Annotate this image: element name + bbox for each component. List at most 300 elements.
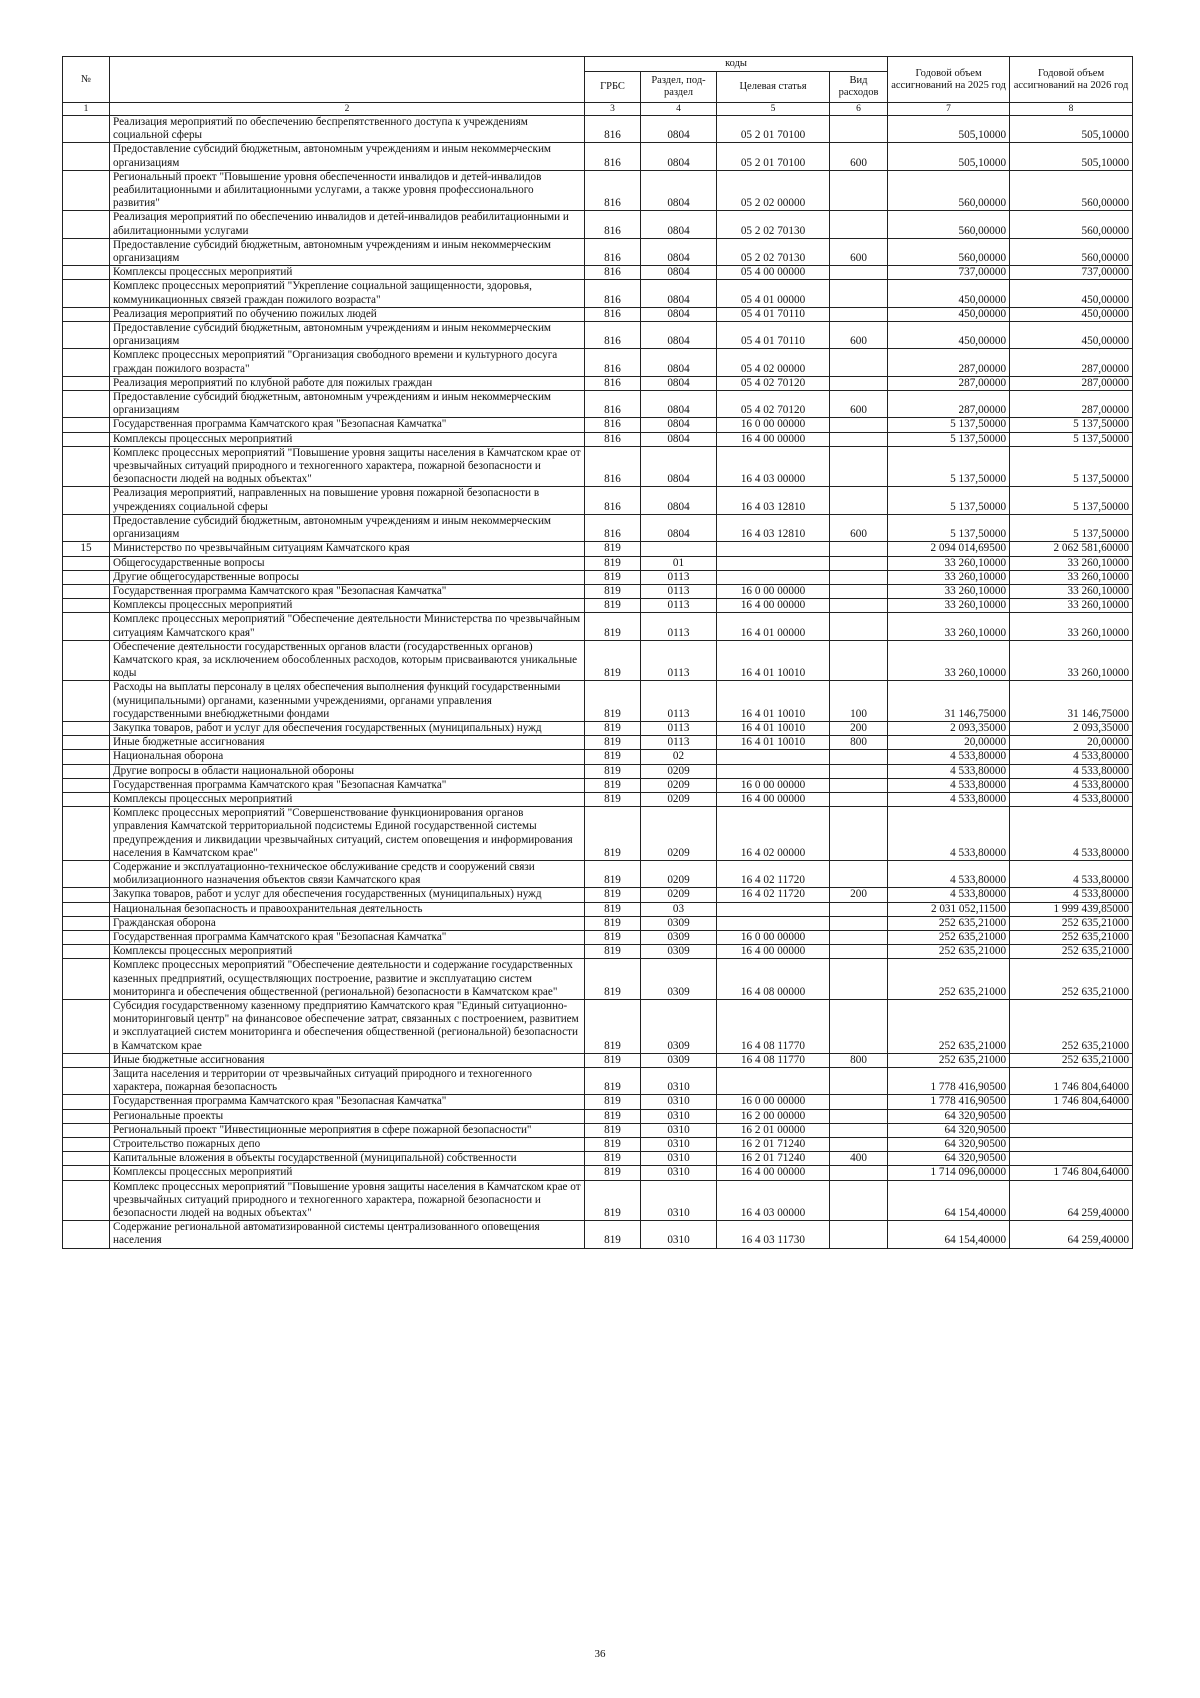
row-vid: 800 [830, 736, 888, 750]
row-target: 16 4 01 10010 [717, 640, 830, 681]
row-amount-2025: 1 778 416,90500 [888, 1095, 1010, 1109]
row-vid: 800 [830, 1053, 888, 1067]
row-target: 16 0 00 00000 [717, 1095, 830, 1109]
row-amount-2025: 33 260,10000 [888, 570, 1010, 584]
row-target: 16 0 00 00000 [717, 584, 830, 598]
row-number [63, 959, 110, 1000]
row-vid [830, 542, 888, 556]
table-row [63, 349, 1133, 376]
row-number [63, 778, 110, 792]
row-vid [830, 570, 888, 584]
row-name: Реализация мероприятий по обеспечению инвалидов и детей-инвалидов реабилитационными и абилитационными услугами [110, 211, 585, 238]
row-razdel: 0804 [641, 322, 717, 349]
row-vid: 600 [830, 514, 888, 541]
row-number [63, 238, 110, 265]
table-row [63, 170, 1133, 211]
header-codes: коды [585, 57, 888, 72]
row-amount-2026: 5 137,50000 [1010, 514, 1133, 541]
row-amount-2026: 1 746 804,64000 [1010, 1095, 1133, 1109]
row-amount-2025: 560,00000 [888, 170, 1010, 211]
row-name: Иные бюджетные ассигнования [110, 736, 585, 750]
row-razdel: 0309 [641, 1000, 717, 1054]
row-grbs: 819 [585, 584, 641, 598]
table-row [63, 902, 1133, 916]
row-target [717, 570, 830, 584]
table-row [63, 807, 1133, 861]
row-amount-2026: 64 259,40000 [1010, 1221, 1133, 1248]
header-no: № [63, 57, 110, 103]
table-row [63, 736, 1133, 750]
row-vid [830, 916, 888, 930]
row-number [63, 807, 110, 861]
row-target: 16 4 08 11770 [717, 1053, 830, 1067]
row-vid [830, 1123, 888, 1137]
row-amount-2026: 287,00000 [1010, 376, 1133, 390]
row-amount-2026: 252 635,21000 [1010, 916, 1133, 930]
row-amount-2026: 560,00000 [1010, 238, 1133, 265]
row-razdel: 0309 [641, 945, 717, 959]
row-target: 16 4 01 10010 [717, 681, 830, 722]
row-amount-2026: 33 260,10000 [1010, 599, 1133, 613]
row-vid [830, 376, 888, 390]
row-grbs: 819 [585, 1123, 641, 1137]
row-name: Государственная программа Камчатского края "Безопасная Камчатка" [110, 1095, 585, 1109]
row-name: Государственная программа Камчатского края "Безопасная Камчатка" [110, 418, 585, 432]
table-row [63, 266, 1133, 280]
row-amount-2025: 505,10000 [888, 116, 1010, 143]
row-name: Комплексы процессных мероприятий [110, 266, 585, 280]
row-name: Национальная безопасность и правоохранительная деятельность [110, 902, 585, 916]
table-row [63, 721, 1133, 735]
row-vid [830, 599, 888, 613]
row-name: Иные бюджетные ассигнования [110, 1053, 585, 1067]
row-number [63, 1180, 110, 1221]
table-row [63, 432, 1133, 446]
row-number [63, 1221, 110, 1248]
row-amount-2025: 252 635,21000 [888, 945, 1010, 959]
table-row [63, 916, 1133, 930]
row-amount-2025: 20,00000 [888, 736, 1010, 750]
row-vid [830, 584, 888, 598]
table-row [63, 1138, 1133, 1152]
header-grbs: ГРБС [585, 72, 641, 103]
row-number [63, 446, 110, 487]
row-vid [830, 266, 888, 280]
row-amount-2026: 1 746 804,64000 [1010, 1166, 1133, 1180]
row-amount-2025: 64 320,90500 [888, 1138, 1010, 1152]
row-amount-2026: 287,00000 [1010, 391, 1133, 418]
row-amount-2025: 64 320,90500 [888, 1123, 1010, 1137]
row-amount-2025: 560,00000 [888, 238, 1010, 265]
row-target: 05 4 01 70110 [717, 307, 830, 321]
row-number [63, 1166, 110, 1180]
row-amount-2026 [1010, 1109, 1133, 1123]
row-target: 16 4 03 12810 [717, 487, 830, 514]
row-number [63, 1152, 110, 1166]
row-razdel: 0113 [641, 570, 717, 584]
row-target: 16 4 02 11720 [717, 860, 830, 887]
row-number [63, 1109, 110, 1123]
row-number [63, 391, 110, 418]
row-razdel: 0310 [641, 1152, 717, 1166]
row-name: Комплекс процессных мероприятий "Обеспечение деятельности и содержание государственных казенных предприятий, осуществляющих построение, развитие и эксплуатацию систем мониторинга и обеспечения общественной (региональной) безопасности в Камчатском крае" [110, 959, 585, 1000]
row-number [63, 736, 110, 750]
row-name: Расходы на выплаты персоналу в целях обеспечения выполнения функций государственными (муниципальными) органами, казенными учреждениями, органами управления государственными внебюджетными фондами [110, 681, 585, 722]
row-amount-2025: 252 635,21000 [888, 930, 1010, 944]
row-razdel: 0310 [641, 1221, 717, 1248]
row-grbs: 819 [585, 1095, 641, 1109]
row-target [717, 902, 830, 916]
row-target: 16 4 00 00000 [717, 1166, 830, 1180]
row-vid [830, 487, 888, 514]
row-amount-2026: 4 533,80000 [1010, 750, 1133, 764]
table-row [63, 1053, 1133, 1067]
row-amount-2025: 252 635,21000 [888, 1000, 1010, 1054]
row-number [63, 376, 110, 390]
row-razdel: 0804 [641, 391, 717, 418]
table-row [63, 1152, 1133, 1166]
row-amount-2026 [1010, 1123, 1133, 1137]
row-vid [830, 1095, 888, 1109]
row-amount-2025: 4 533,80000 [888, 888, 1010, 902]
row-amount-2026: 4 533,80000 [1010, 888, 1133, 902]
row-target [717, 764, 830, 778]
row-amount-2025: 33 260,10000 [888, 613, 1010, 640]
row-amount-2026: 505,10000 [1010, 116, 1133, 143]
row-target [717, 556, 830, 570]
row-number [63, 432, 110, 446]
row-razdel: 0113 [641, 599, 717, 613]
row-grbs: 819 [585, 736, 641, 750]
row-name: Государственная программа Камчатского края "Безопасная Камчатка" [110, 930, 585, 944]
row-name: Комплекс процессных мероприятий "Организация свободного времени и культурного досуга граждан пожилого возраста" [110, 349, 585, 376]
row-amount-2025: 33 260,10000 [888, 640, 1010, 681]
row-amount-2025: 33 260,10000 [888, 556, 1010, 570]
row-amount-2025: 33 260,10000 [888, 584, 1010, 598]
row-grbs: 819 [585, 764, 641, 778]
row-amount-2026: 287,00000 [1010, 349, 1133, 376]
row-target: 16 4 02 00000 [717, 807, 830, 861]
row-vid: 100 [830, 681, 888, 722]
row-razdel: 0113 [641, 736, 717, 750]
row-vid [830, 211, 888, 238]
row-number [63, 418, 110, 432]
table-row [63, 211, 1133, 238]
row-target: 05 4 01 70110 [717, 322, 830, 349]
row-amount-2025: 737,00000 [888, 266, 1010, 280]
row-razdel: 0209 [641, 792, 717, 806]
row-vid [830, 959, 888, 1000]
row-amount-2025: 5 137,50000 [888, 514, 1010, 541]
row-amount-2026: 252 635,21000 [1010, 930, 1133, 944]
row-target: 16 4 03 12810 [717, 514, 830, 541]
row-name: Комплексы процессных мероприятий [110, 599, 585, 613]
row-number [63, 930, 110, 944]
table-row [63, 418, 1133, 432]
row-name: Гражданская оборона [110, 916, 585, 930]
row-amount-2025: 450,00000 [888, 322, 1010, 349]
row-amount-2025: 4 533,80000 [888, 778, 1010, 792]
row-vid [830, 902, 888, 916]
row-vid [830, 556, 888, 570]
row-razdel: 0113 [641, 584, 717, 598]
row-vid: 400 [830, 1152, 888, 1166]
table-row [63, 640, 1133, 681]
row-number [63, 613, 110, 640]
table-row [63, 280, 1133, 307]
table-row [63, 792, 1133, 806]
table-row [63, 750, 1133, 764]
row-vid: 600 [830, 143, 888, 170]
row-razdel: 0804 [641, 349, 717, 376]
row-name: Содержание и эксплуатационно-техническое обслуживание средств и сооружений связи мобилизационного назначения объектов связи Камчатского края [110, 860, 585, 887]
row-razdel: 0804 [641, 487, 717, 514]
row-name: Реализация мероприятий по клубной работе для пожилых граждан [110, 376, 585, 390]
row-vid: 600 [830, 322, 888, 349]
row-name: Комплекс процессных мероприятий "Обеспечение деятельности Министерства по чрезвычайным ситуациям Камчатского края" [110, 613, 585, 640]
row-number [63, 916, 110, 930]
row-number [63, 888, 110, 902]
table-row [63, 1166, 1133, 1180]
row-grbs: 819 [585, 902, 641, 916]
row-razdel [641, 542, 717, 556]
row-number [63, 1095, 110, 1109]
row-amount-2026: 4 533,80000 [1010, 792, 1133, 806]
table-row [63, 307, 1133, 321]
row-amount-2026 [1010, 1152, 1133, 1166]
row-amount-2026: 33 260,10000 [1010, 640, 1133, 681]
row-target: 05 2 01 70100 [717, 143, 830, 170]
row-name: Капитальные вложения в объекты государственной (муниципальной) собственности [110, 1152, 585, 1166]
row-target: 05 4 01 00000 [717, 280, 830, 307]
row-name: Национальная оборона [110, 750, 585, 764]
row-target: 05 2 02 70130 [717, 238, 830, 265]
row-amount-2025: 5 137,50000 [888, 432, 1010, 446]
row-name: Предоставление субсидий бюджетным, автономным учреждениям и иным некоммерческим организациям [110, 238, 585, 265]
row-target: 16 4 03 00000 [717, 1180, 830, 1221]
row-vid [830, 640, 888, 681]
row-amount-2026: 1 999 439,85000 [1010, 902, 1133, 916]
row-amount-2026: 252 635,21000 [1010, 1000, 1133, 1054]
row-grbs: 816 [585, 116, 641, 143]
row-number: 15 [63, 542, 110, 556]
row-amount-2025: 287,00000 [888, 376, 1010, 390]
row-amount-2025: 4 533,80000 [888, 792, 1010, 806]
colnum-3: 3 [585, 103, 641, 116]
colnum-7: 7 [888, 103, 1010, 116]
table-row [63, 238, 1133, 265]
row-target: 16 2 01 71240 [717, 1138, 830, 1152]
row-amount-2026: 450,00000 [1010, 322, 1133, 349]
row-razdel: 0804 [641, 266, 717, 280]
row-razdel: 0804 [641, 170, 717, 211]
row-vid: 200 [830, 721, 888, 735]
row-amount-2026: 33 260,10000 [1010, 570, 1133, 584]
row-amount-2025: 252 635,21000 [888, 916, 1010, 930]
row-razdel: 0310 [641, 1095, 717, 1109]
row-name: Обеспечение деятельности государственных органов власти (государственных органов) Камчатского края, за исключением обособленных расходов, которым присваиваются уникальные коды [110, 640, 585, 681]
row-grbs: 819 [585, 681, 641, 722]
row-grbs: 819 [585, 750, 641, 764]
row-grbs: 819 [585, 599, 641, 613]
row-target: 05 2 01 70100 [717, 116, 830, 143]
row-amount-2025: 4 533,80000 [888, 860, 1010, 887]
row-name: Закупка товаров, работ и услуг для обеспечения государственных (муниципальных) нужд [110, 721, 585, 735]
row-name: Защита населения и территории от чрезвычайных ситуаций природного и техногенного характера, пожарная безопасность [110, 1068, 585, 1095]
row-name: Комплексы процессных мероприятий [110, 1166, 585, 1180]
row-vid [830, 792, 888, 806]
row-name: Общегосударственные вопросы [110, 556, 585, 570]
table-row [63, 446, 1133, 487]
row-amount-2026: 5 137,50000 [1010, 418, 1133, 432]
row-amount-2025: 64 320,90500 [888, 1109, 1010, 1123]
row-razdel: 0310 [641, 1123, 717, 1137]
row-razdel: 0209 [641, 860, 717, 887]
row-vid [830, 1068, 888, 1095]
row-target [717, 1068, 830, 1095]
row-amount-2026: 33 260,10000 [1010, 613, 1133, 640]
row-amount-2026: 252 635,21000 [1010, 959, 1133, 1000]
row-vid [830, 116, 888, 143]
row-grbs: 819 [585, 542, 641, 556]
row-number [63, 349, 110, 376]
row-name: Строительство пожарных депо [110, 1138, 585, 1152]
row-number [63, 211, 110, 238]
row-target: 16 4 00 00000 [717, 945, 830, 959]
row-number [63, 860, 110, 887]
row-razdel: 0309 [641, 916, 717, 930]
row-razdel: 01 [641, 556, 717, 570]
row-target: 05 4 02 00000 [717, 349, 830, 376]
row-grbs: 819 [585, 778, 641, 792]
row-razdel: 0310 [641, 1068, 717, 1095]
row-grbs: 819 [585, 556, 641, 570]
row-vid [830, 613, 888, 640]
row-target: 05 2 02 70130 [717, 211, 830, 238]
row-razdel: 0309 [641, 1053, 717, 1067]
row-name: Закупка товаров, работ и услуг для обеспечения государственных (муниципальных) нужд [110, 888, 585, 902]
row-razdel: 0804 [641, 280, 717, 307]
row-name: Предоставление субсидий бюджетным, автономным учреждениям и иным некоммерческим организациям [110, 322, 585, 349]
row-razdel: 0804 [641, 116, 717, 143]
row-vid [830, 1109, 888, 1123]
row-target: 16 4 03 11730 [717, 1221, 830, 1248]
row-vid [830, 945, 888, 959]
header-2025: Годовой объем ассигнований на 2025 год [888, 57, 1010, 103]
row-amount-2026: 4 533,80000 [1010, 778, 1133, 792]
colnum-4: 4 [641, 103, 717, 116]
row-target: 16 4 01 10010 [717, 721, 830, 735]
row-amount-2025: 4 533,80000 [888, 764, 1010, 778]
header-2026: Годовой объем ассигнований на 2026 год [1010, 57, 1133, 103]
row-razdel: 0804 [641, 143, 717, 170]
row-name: Региональные проекты [110, 1109, 585, 1123]
row-grbs: 816 [585, 487, 641, 514]
table-row [63, 1068, 1133, 1095]
table-row [63, 542, 1133, 556]
row-grbs: 819 [585, 1166, 641, 1180]
row-vid [830, 750, 888, 764]
row-vid [830, 1221, 888, 1248]
colnum-1: 1 [63, 103, 110, 116]
row-vid [830, 778, 888, 792]
row-amount-2026: 4 533,80000 [1010, 860, 1133, 887]
budget-table-sheet [62, 56, 1132, 1249]
row-grbs: 816 [585, 391, 641, 418]
row-vid [830, 1000, 888, 1054]
row-amount-2025: 2 031 052,11500 [888, 902, 1010, 916]
row-number [63, 322, 110, 349]
row-amount-2025: 560,00000 [888, 211, 1010, 238]
row-vid [830, 170, 888, 211]
row-name: Комплексы процессных мероприятий [110, 432, 585, 446]
row-number [63, 1138, 110, 1152]
row-name: Государственная программа Камчатского края "Безопасная Камчатка" [110, 584, 585, 598]
row-vid [830, 764, 888, 778]
colnum-2: 2 [110, 103, 585, 116]
row-number [63, 764, 110, 778]
row-vid: 600 [830, 238, 888, 265]
row-vid [830, 432, 888, 446]
row-target: 16 2 00 00000 [717, 1109, 830, 1123]
row-number [63, 792, 110, 806]
row-amount-2025: 64 154,40000 [888, 1180, 1010, 1221]
table-row [63, 584, 1133, 598]
row-amount-2025: 2 094 014,69500 [888, 542, 1010, 556]
row-razdel: 0209 [641, 764, 717, 778]
table-row [63, 681, 1133, 722]
row-amount-2026: 505,10000 [1010, 143, 1133, 170]
row-amount-2026: 5 137,50000 [1010, 446, 1133, 487]
row-number [63, 280, 110, 307]
table-row [63, 1123, 1133, 1137]
row-grbs: 816 [585, 143, 641, 170]
row-amount-2025: 64 154,40000 [888, 1221, 1010, 1248]
row-name: Предоставление субсидий бюджетным, автономным учреждениям и иным некоммерческим организациям [110, 391, 585, 418]
row-razdel: 0804 [641, 514, 717, 541]
row-grbs: 819 [585, 1109, 641, 1123]
row-grbs: 819 [585, 613, 641, 640]
row-vid [830, 930, 888, 944]
row-number [63, 570, 110, 584]
row-razdel: 0113 [641, 613, 717, 640]
row-amount-2026: 737,00000 [1010, 266, 1133, 280]
row-amount-2025: 33 260,10000 [888, 599, 1010, 613]
row-vid [830, 1180, 888, 1221]
row-amount-2026: 4 533,80000 [1010, 807, 1133, 861]
row-target: 16 4 00 00000 [717, 432, 830, 446]
row-vid [830, 280, 888, 307]
row-grbs: 819 [585, 945, 641, 959]
row-vid: 600 [830, 391, 888, 418]
row-number [63, 599, 110, 613]
table-row [63, 1095, 1133, 1109]
row-amount-2026: 450,00000 [1010, 307, 1133, 321]
header-target: Целевая статья [717, 72, 830, 103]
row-grbs: 819 [585, 792, 641, 806]
row-amount-2025: 287,00000 [888, 349, 1010, 376]
row-grbs: 819 [585, 721, 641, 735]
row-grbs: 819 [585, 916, 641, 930]
row-razdel: 03 [641, 902, 717, 916]
row-name: Реализация мероприятий, направленных на повышение уровня пожарной безопасности в учреждениях социальной сферы [110, 487, 585, 514]
row-target: 16 4 08 00000 [717, 959, 830, 1000]
row-name: Предоставление субсидий бюджетным, автономным учреждениям и иным некоммерческим организациям [110, 143, 585, 170]
row-amount-2026: 2 093,35000 [1010, 721, 1133, 735]
row-grbs: 816 [585, 349, 641, 376]
colnum-8: 8 [1010, 103, 1133, 116]
table-row [63, 778, 1133, 792]
